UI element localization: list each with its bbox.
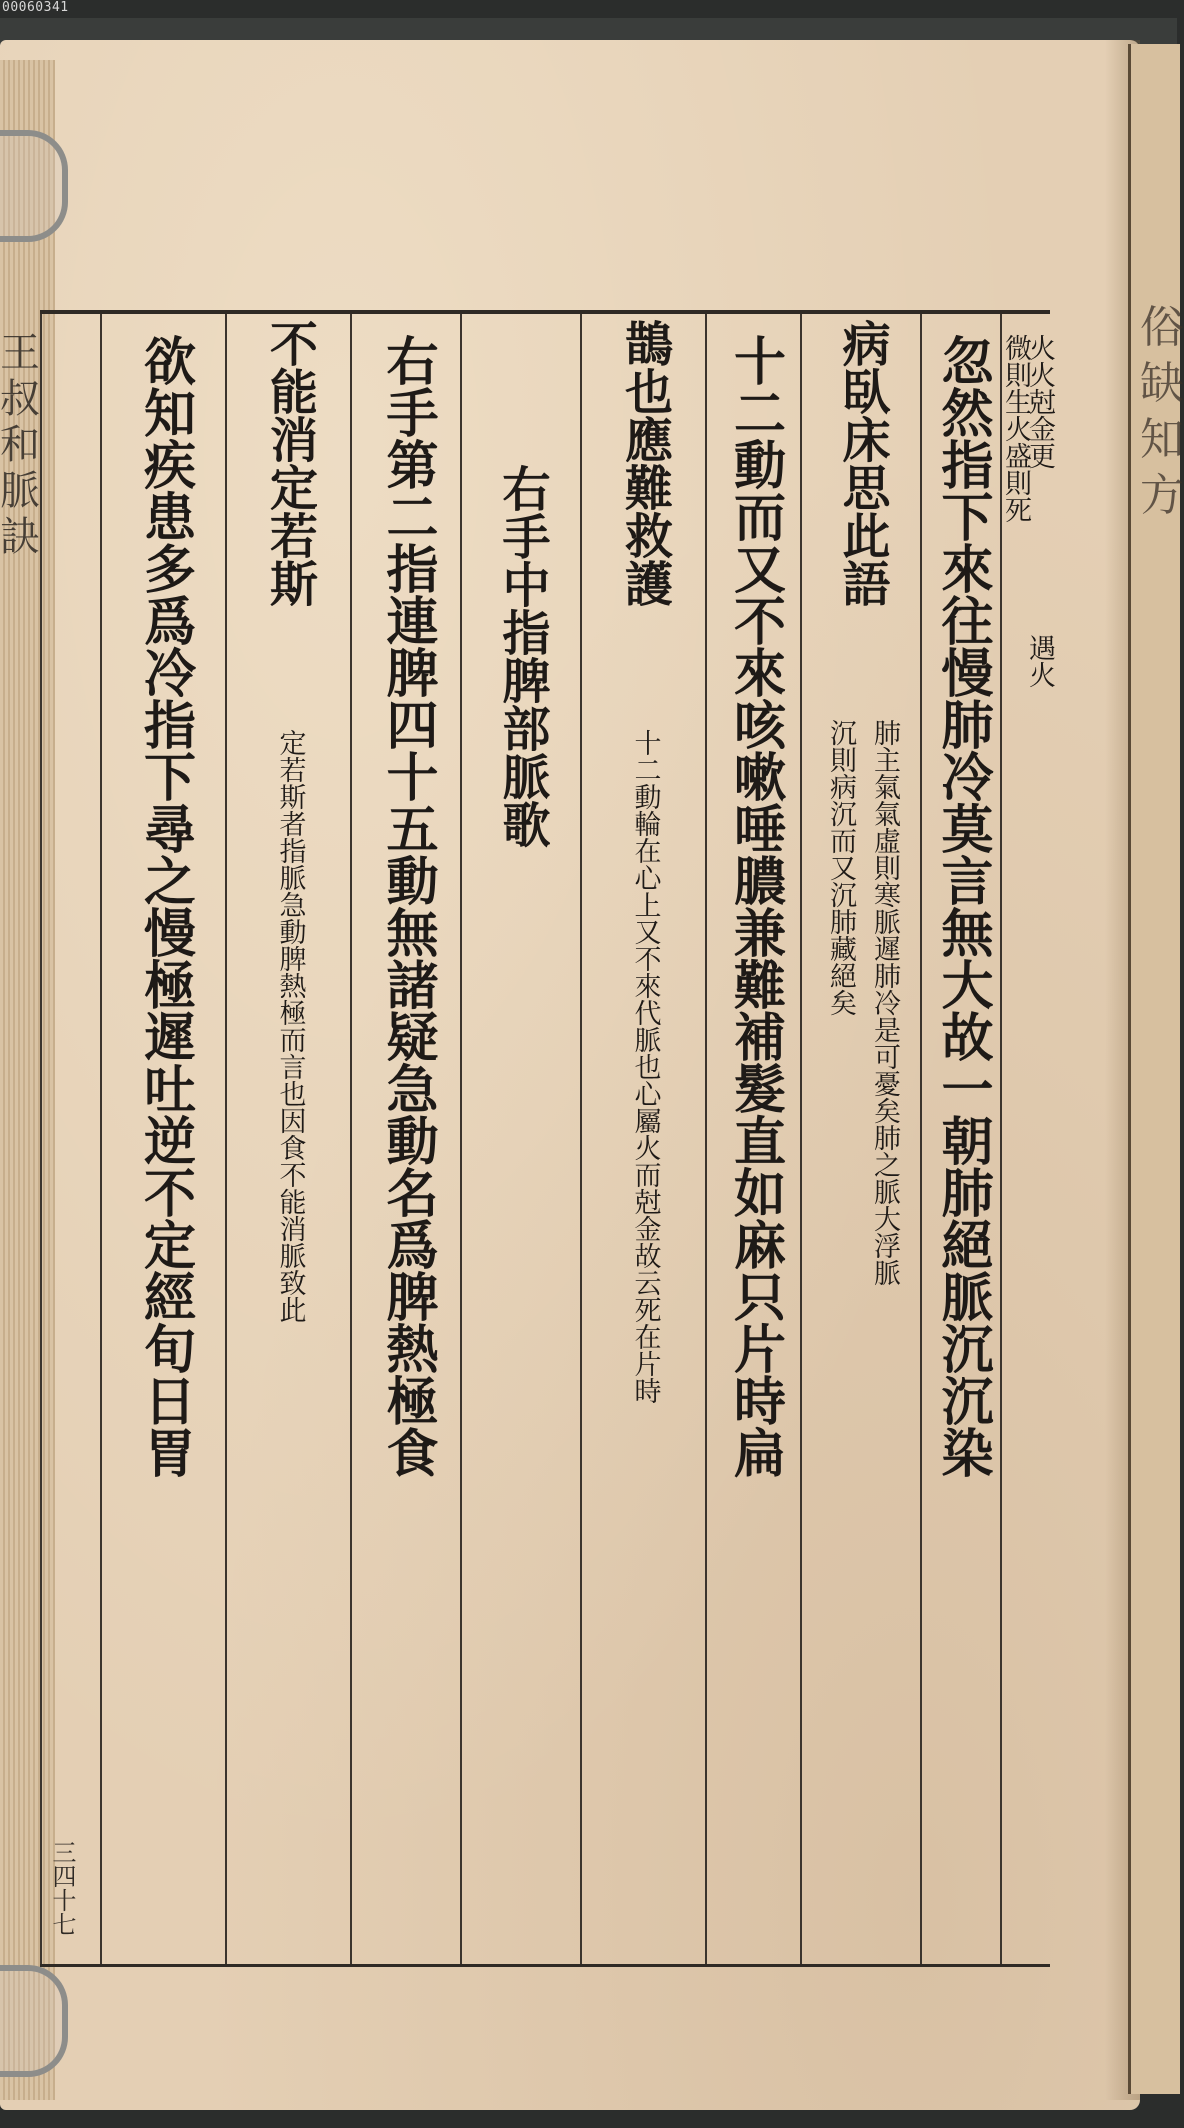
annotation-pair (1000, 334, 1055, 814)
column-4-text: 十二動而又不來咳嗽唾膿兼難補髮直如麻只片時扁 (724, 334, 786, 1478)
column-6 (460, 314, 582, 1964)
column-3-main: 病臥床思此語 (834, 319, 890, 607)
next-page-text: 俗缺知方 (1140, 302, 1184, 521)
column-8 (225, 314, 352, 1964)
column-8-note: 定若斯者指脈急動脾熱極而言也因食不能消脈致此 (274, 729, 306, 1323)
column-7 (350, 314, 462, 1964)
scan-id-label: 00060341 (2, 0, 69, 15)
column-5-note: 十二動輪在心上又不來代脈也心屬火而尅金故云死在片時 (629, 729, 661, 1404)
column-4 (705, 314, 802, 1964)
column-3 (800, 314, 922, 1964)
column-5 (580, 314, 707, 1964)
annotation-line-b: 火火尅金更 (1024, 334, 1055, 469)
column-2-text: 忽然指下來往慢肺冷莫言無大故一朝肺絕脈沉沉染 (932, 334, 993, 1478)
column-5-main: 鵲也應難救護 (616, 319, 673, 607)
column-annotation-1 (1000, 314, 1055, 1964)
annotation-line-a: 微則生火盛則死 (1000, 334, 1031, 523)
column-3-note: 肺主氣氣虛則寒脈遲肺冷是可憂矣肺之脈大浮脈沉則病沉而又沉肺藏絕矣 (825, 719, 900, 1286)
column-9-text: 欲知疾患多爲冷指下尋之慢極遲吐逆不定經旬日胃 (134, 334, 196, 1478)
binder-clip-top (0, 130, 68, 242)
annotation-line-c: 遇火 (1024, 634, 1055, 688)
page-margin-title: 王叔和脈訣 (0, 330, 40, 560)
column-7-text: 右手第二指連脾四十五動無諸疑急動名爲脾熱極食 (377, 334, 438, 1478)
column-8-main: 不能消定若斯 (261, 319, 318, 607)
folio-number (48, 1840, 78, 1936)
column-9 (100, 314, 227, 1964)
binder-clip-bottom (0, 1965, 68, 2077)
column-margin (40, 314, 102, 1964)
folio-text: 三四十七 (48, 1840, 76, 1936)
section-heading: 右手中指脾部脈歌 (494, 464, 550, 848)
text-frame (40, 310, 1055, 1967)
column-2 (920, 314, 1002, 1964)
